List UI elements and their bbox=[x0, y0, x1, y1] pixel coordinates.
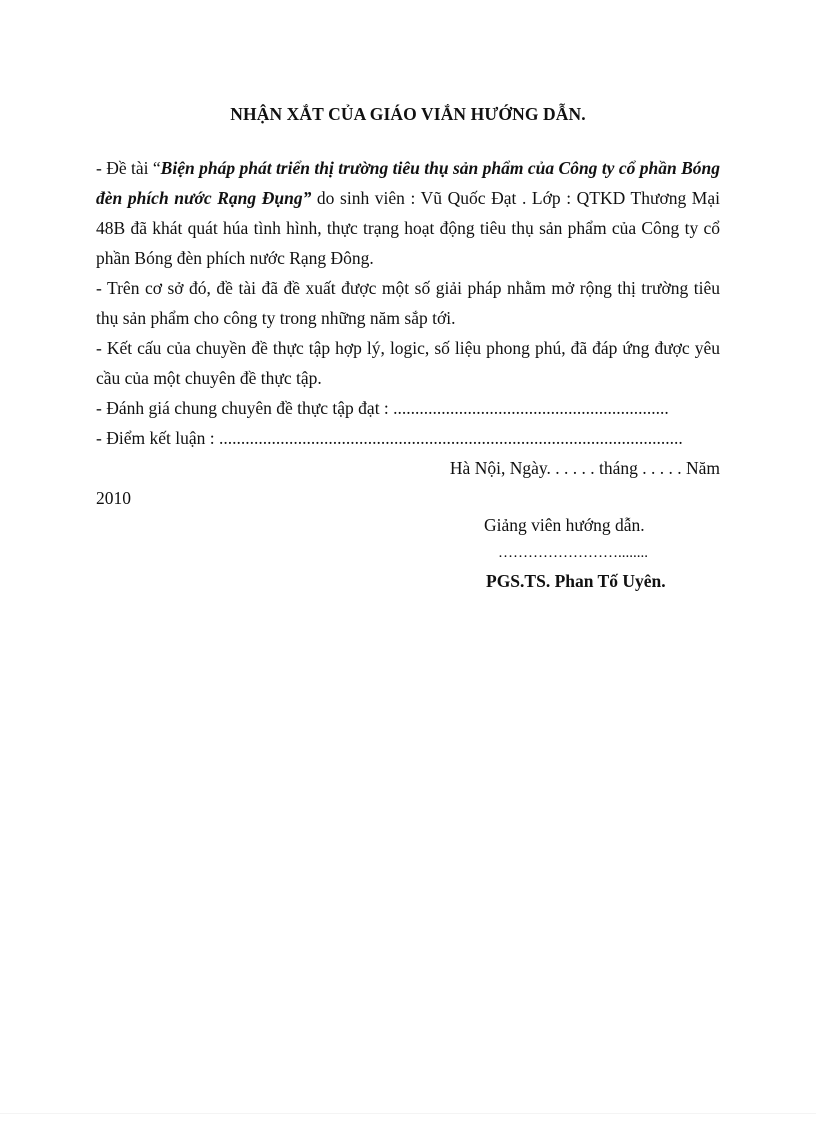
evaluation-line: - Đánh giá chung chuyên đề thực tập đạt : ............................................................... bbox=[96, 398, 669, 418]
signature-block bbox=[484, 510, 724, 596]
topic-prefix: - Đề tài “ bbox=[96, 158, 161, 178]
topic-title: Biện pháp phát triển thị trường tiêu thụ sản phẩm của Công ty cổ phần Bóng đèn phích nước Rạng Đụng” bbox=[96, 158, 721, 208]
paragraph-topic bbox=[96, 153, 720, 273]
conclusion-line: - Điểm kết luận : .......................................................................................................... bbox=[96, 428, 683, 448]
paragraph-structure: - Kết cấu của chuyền đề thực tập hợp lý, logic, số liệu phong phú, đã đáp ứng được yêu cầu của một chuyên đề thực tập. bbox=[96, 338, 720, 388]
signature-name: PGS.TS. Phan Tố Uyên. bbox=[486, 571, 666, 591]
topic-suffix: do sinh viên : Vũ Quốc Đạt . Lớp : QTKD Thương Mại 48B đã khát quát húa tình hình, thực trạng hoạt động tiêu thụ sản phẩm của Công ty cổ phần Bóng đèn phích nước Rạng Đông. bbox=[96, 188, 720, 268]
signature-line: ……………………........ bbox=[498, 545, 648, 561]
year-line: 2010 bbox=[96, 488, 131, 508]
page-edge-divider bbox=[0, 1113, 816, 1114]
document-body bbox=[96, 153, 720, 513]
date-line: Hà Nội, Ngày. . . . . . tháng . . . . . Năm bbox=[449, 458, 720, 478]
paragraph-basis: - Trên cơ sở đó, đề tài đã đề xuất được một số giải pháp nhằm mở rộng thị trường tiêu thụ sản phẩm cho công ty trong những năm sắp tới. bbox=[96, 278, 720, 328]
signature-role: Giảng viên hướng dẫn. bbox=[484, 515, 645, 535]
page-title: NHẬN XẮT CỦA GIÁO VIẮN HƯỚNG DẪN. bbox=[230, 104, 586, 124]
